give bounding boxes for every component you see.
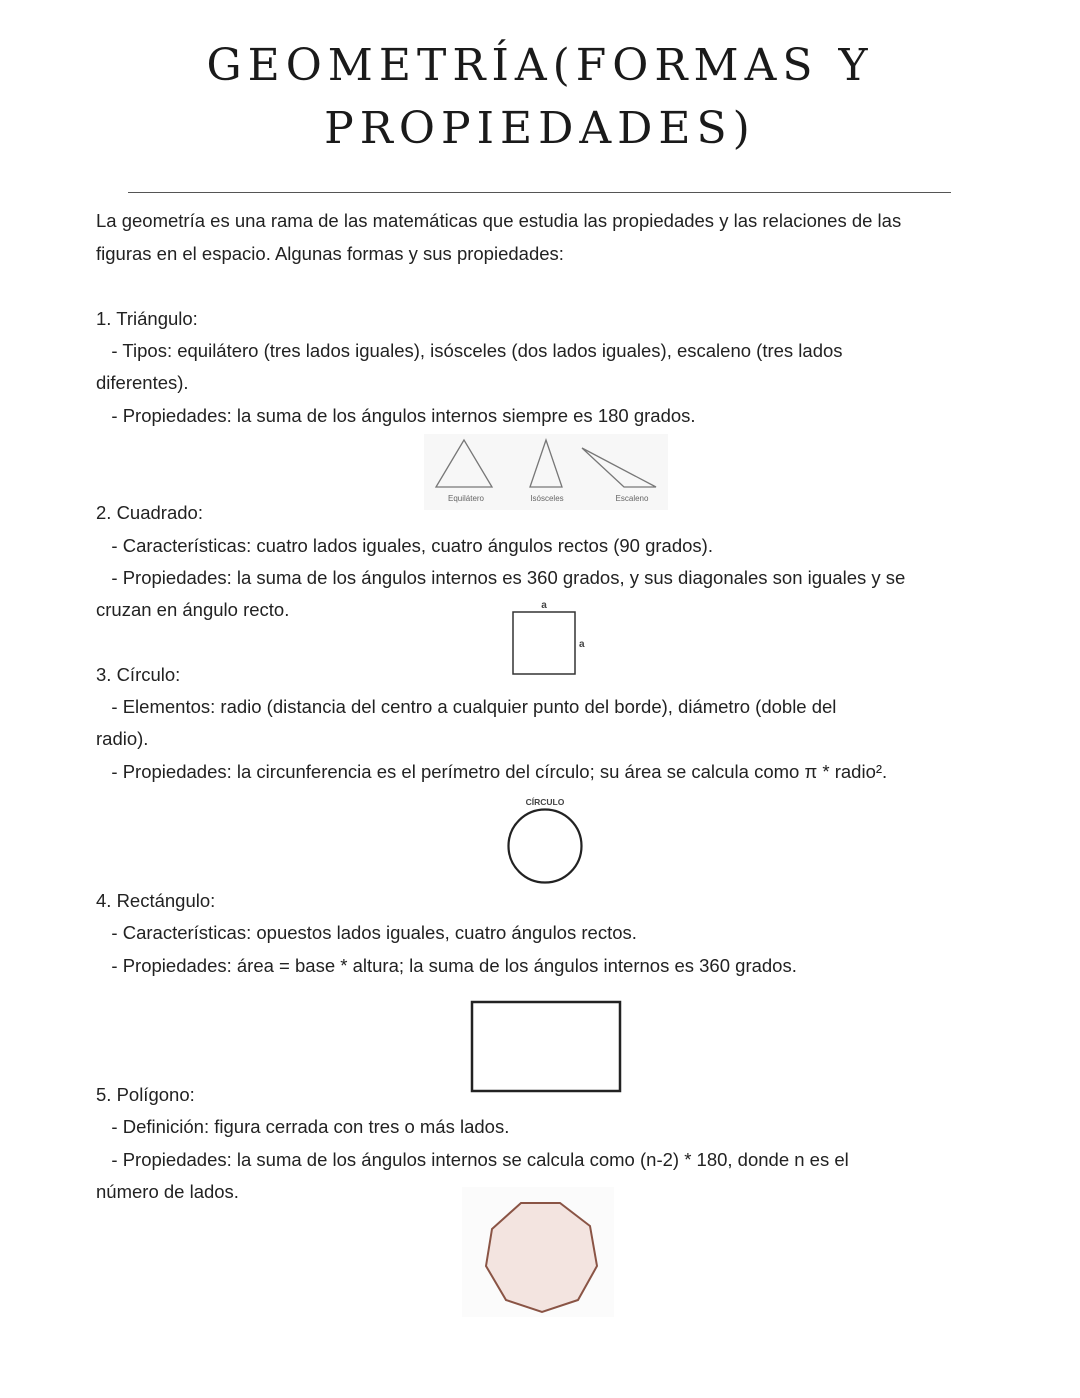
circle-elements: - Elementos: radio (distancia del centro a cualquier punto del borde), diámetro (doble del <box>96 696 837 717</box>
circle-label: CÍRCULO <box>525 797 565 807</box>
label-equilateral: Equilátero <box>447 494 485 503</box>
polygon-properties-cont: número de lados. <box>96 1181 239 1202</box>
triangles-figure <box>424 434 668 510</box>
rectangle-characteristics: - Características: opuestos lados iguales, cuatro ángulos rectos. <box>96 922 637 943</box>
polygon-properties: - Propiedades: la suma de los ángulos internos se calcula como (n-2) * 180, donde n es el <box>96 1149 849 1170</box>
intro-line: La geometría es una rama de las matemáticas que estudia las propiedades y las relaciones de las <box>96 210 902 231</box>
polygon-heading: 5. Polígono: <box>96 1084 195 1105</box>
triangle-heading: 1. Triángulo: <box>96 308 198 329</box>
circle-elements-cont: radio). <box>96 728 149 749</box>
triangle-types-cont: diferentes). <box>96 372 189 393</box>
rectangle-heading: 4. Rectángulo: <box>96 890 216 911</box>
title-line-2: PROPIEDADES) <box>324 103 756 154</box>
nonagon-figure <box>462 1187 614 1317</box>
label-isosceles: Isósceles <box>530 494 564 503</box>
side-label-top: a <box>541 600 547 611</box>
polygon-definition: - Definición: figura cerrada con tres o más lados. <box>96 1116 510 1137</box>
square-characteristics: - Características: cuatro lados iguales, cuatro ángulos rectos (90 grados). <box>96 535 713 556</box>
divider <box>128 192 951 193</box>
label-scalene: Escaleno <box>615 494 649 503</box>
square-figure <box>505 597 590 679</box>
circle-heading: 3. Círculo: <box>96 664 181 685</box>
rectangle-properties: - Propiedades: área = base * altura; la suma de los ángulos internos es 360 grados. <box>96 955 797 976</box>
circle-figure <box>498 794 593 888</box>
intro-line: figuras en el espacio. Algunas formas y sus propiedades: <box>96 243 564 264</box>
rectangle-figure <box>470 1000 623 1094</box>
side-label-right: a <box>579 639 585 650</box>
triangle-properties: - Propiedades: la suma de los ángulos internos siempre es 180 grados. <box>96 405 696 426</box>
square-properties-cont: cruzan en ángulo recto. <box>96 599 290 620</box>
nonagon-shape <box>486 1203 597 1312</box>
triangle-types: - Tipos: equilátero (tres lados iguales), isósceles (dos lados iguales), escaleno (tres lados <box>96 340 843 361</box>
title-line-1: GEOMETRÍA(FORMAS Y <box>206 40 874 91</box>
square-heading: 2. Cuadrado: <box>96 502 203 523</box>
square-properties: - Propiedades: la suma de los ángulos internos es 360 grados, y sus diagonales son iguales y se <box>96 567 906 588</box>
circle-properties: - Propiedades: la circunferencia es el perímetro del círculo; su área se calcula como π * radio². <box>96 761 888 782</box>
